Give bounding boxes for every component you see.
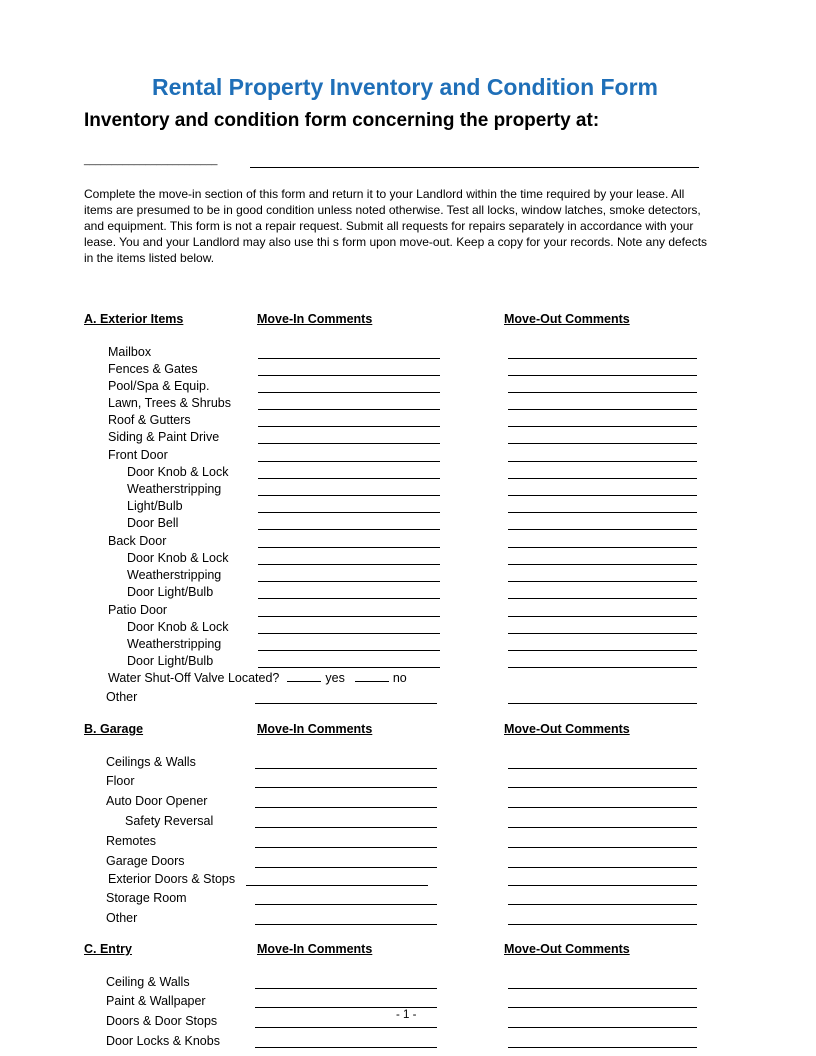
- section-b-move-in-heading: Move-In Comments: [257, 722, 373, 736]
- form-row: [0, 891, 816, 908]
- move-in-field[interactable]: [258, 512, 440, 513]
- move-in-field[interactable]: [258, 547, 440, 548]
- form-row: [0, 430, 816, 447]
- move-out-field[interactable]: [508, 426, 697, 427]
- section-b-move-out-heading: Move-Out Comments: [504, 722, 630, 736]
- move-in-field[interactable]: [255, 703, 437, 704]
- move-in-field[interactable]: [258, 564, 440, 565]
- item-label: Ceilings & Walls: [106, 755, 196, 769]
- move-in-field[interactable]: [258, 375, 440, 376]
- item-label: Siding & Paint Drive: [108, 430, 220, 444]
- item-label: Other: [106, 690, 138, 704]
- item-label: Door Locks & Knobs: [106, 1034, 220, 1048]
- move-out-field[interactable]: [508, 904, 697, 905]
- item-label: Back Door: [108, 534, 167, 548]
- move-in-field[interactable]: [255, 1047, 437, 1048]
- form-row: [0, 568, 816, 585]
- move-in-field[interactable]: [255, 904, 437, 905]
- form-row: [0, 654, 816, 671]
- section-c-header: [84, 942, 724, 958]
- form-row: [0, 413, 816, 430]
- move-out-field[interactable]: [508, 787, 697, 788]
- page-number: - 1 -: [396, 1009, 417, 1021]
- form-row: [0, 603, 816, 620]
- move-out-field[interactable]: [508, 598, 697, 599]
- move-in-field[interactable]: [258, 426, 440, 427]
- item-label: Remotes: [106, 834, 157, 848]
- item-label: Ceiling & Walls: [106, 975, 190, 989]
- water-valve-row: [0, 671, 816, 688]
- move-out-field[interactable]: [508, 650, 697, 651]
- move-in-field[interactable]: [258, 478, 440, 479]
- form-row: [0, 794, 816, 811]
- water-valve-label: Water Shut-Off Valve Located?: [108, 671, 280, 685]
- item-label: Doors & Door Stops: [106, 1014, 218, 1028]
- form-row: [0, 911, 816, 928]
- move-out-field[interactable]: [508, 443, 697, 444]
- item-label: Weatherstripping: [127, 637, 222, 651]
- move-in-field[interactable]: [255, 787, 437, 788]
- water-valve-yes-label: yes: [325, 671, 345, 685]
- move-out-field[interactable]: [508, 512, 697, 513]
- move-in-field[interactable]: [255, 988, 437, 989]
- item-label: Garage Doors: [106, 854, 185, 868]
- section-c-title: C. Entry: [84, 942, 132, 956]
- form-row: [0, 516, 816, 533]
- item-label: Door Bell: [127, 516, 179, 530]
- move-in-field[interactable]: [255, 827, 437, 828]
- water-valve-yes-blank[interactable]: [287, 671, 321, 682]
- move-in-field[interactable]: [258, 392, 440, 393]
- form-row: [0, 814, 816, 831]
- item-label: Weatherstripping: [127, 568, 222, 582]
- section-a-move-in-heading: Move-In Comments: [257, 312, 373, 326]
- item-label: Front Door: [108, 448, 168, 462]
- item-label: Door Knob & Lock: [127, 551, 229, 565]
- form-row: [0, 690, 816, 707]
- property-address-field[interactable]: [84, 154, 699, 168]
- form-row: [0, 1034, 816, 1051]
- form-row: [0, 345, 816, 362]
- item-label: Exterior Doors & Stops: [108, 872, 236, 886]
- water-valve-no-blank[interactable]: [355, 671, 389, 682]
- move-in-field[interactable]: [255, 1007, 437, 1008]
- form-row: [0, 534, 816, 551]
- move-out-field[interactable]: [508, 827, 697, 828]
- move-in-field[interactable]: [258, 495, 440, 496]
- section-c-move-out-heading: Move-Out Comments: [504, 942, 630, 956]
- move-out-field[interactable]: [508, 1027, 697, 1028]
- item-label: Weatherstripping: [127, 482, 222, 496]
- form-row: [0, 975, 816, 992]
- form-row: [0, 774, 816, 791]
- move-out-field[interactable]: [508, 1007, 697, 1008]
- form-row: [0, 362, 816, 379]
- item-label: Safety Reversal: [125, 814, 214, 828]
- move-in-field[interactable]: [255, 847, 437, 848]
- item-label: Paint & Wallpaper: [106, 994, 206, 1008]
- item-label: Patio Door: [108, 603, 168, 617]
- move-out-field[interactable]: [508, 885, 697, 886]
- form-row: [0, 585, 816, 602]
- section-a-move-out-heading: Move-Out Comments: [504, 312, 630, 326]
- item-label: Light/Bulb: [127, 499, 183, 513]
- form-row: [0, 620, 816, 637]
- form-row: [0, 755, 816, 772]
- move-out-field[interactable]: [508, 988, 697, 989]
- move-out-field[interactable]: [508, 633, 697, 634]
- item-label: Pool/Spa & Equip.: [108, 379, 210, 393]
- move-out-field[interactable]: [508, 529, 697, 530]
- move-in-field[interactable]: [255, 1027, 437, 1028]
- move-in-field[interactable]: [258, 443, 440, 444]
- form-row: [0, 854, 816, 871]
- item-label: Auto Door Opener: [106, 794, 208, 808]
- move-in-field[interactable]: [258, 633, 440, 634]
- move-out-field[interactable]: [508, 461, 697, 462]
- item-label: Floor: [106, 774, 135, 788]
- form-row: [0, 482, 816, 499]
- section-a-title: A. Exterior Items: [84, 312, 184, 326]
- item-label: Fences & Gates: [108, 362, 198, 376]
- move-out-field[interactable]: [508, 1047, 697, 1048]
- form-row: [0, 465, 816, 482]
- item-label: Door Knob & Lock: [127, 620, 229, 634]
- move-out-field[interactable]: [508, 807, 697, 808]
- move-in-field[interactable]: [258, 461, 440, 462]
- move-out-field[interactable]: [508, 768, 697, 769]
- item-label: Storage Room: [106, 891, 187, 905]
- move-in-field[interactable]: [258, 358, 440, 359]
- form-row: [0, 448, 816, 465]
- form-row: [0, 834, 816, 851]
- move-in-field[interactable]: [258, 529, 440, 530]
- section-a-header: [84, 312, 724, 328]
- move-in-field[interactable]: [258, 598, 440, 599]
- water-valve-no-label: no: [392, 671, 407, 685]
- item-label: Mailbox: [108, 345, 152, 359]
- item-label: Door Knob & Lock: [127, 465, 229, 479]
- move-out-field[interactable]: [508, 409, 697, 410]
- move-out-field[interactable]: [508, 867, 697, 868]
- move-in-field[interactable]: [246, 885, 428, 886]
- form-row: [0, 551, 816, 568]
- move-out-field[interactable]: [508, 478, 697, 479]
- move-in-field[interactable]: [258, 409, 440, 410]
- move-in-field[interactable]: [258, 581, 440, 582]
- move-out-field[interactable]: [508, 564, 697, 565]
- move-out-field[interactable]: [508, 616, 697, 617]
- move-out-field[interactable]: [508, 667, 697, 668]
- section-c-move-in-heading: Move-In Comments: [257, 942, 373, 956]
- move-in-field[interactable]: [258, 667, 440, 668]
- move-in-field[interactable]: [258, 616, 440, 617]
- move-out-field[interactable]: [508, 924, 697, 925]
- move-out-field[interactable]: [508, 547, 697, 548]
- move-in-field[interactable]: [255, 867, 437, 868]
- item-label: Door Light/Bulb: [127, 654, 214, 668]
- item-label: Door Light/Bulb: [127, 585, 214, 599]
- move-out-field[interactable]: [508, 703, 697, 704]
- form-row: [0, 396, 816, 413]
- form-row: [0, 637, 816, 654]
- section-b-header: [84, 722, 724, 738]
- move-out-field[interactable]: [508, 375, 697, 376]
- move-in-field[interactable]: [255, 924, 437, 925]
- section-b-title: B. Garage: [84, 722, 144, 736]
- item-label: Roof & Gutters: [108, 413, 191, 427]
- item-label: Other: [106, 911, 138, 925]
- form-row: [0, 872, 816, 889]
- form-title: Rental Property Inventory and Condition Form: [151, 74, 659, 100]
- move-out-field[interactable]: [508, 847, 697, 848]
- form-row: [0, 379, 816, 396]
- address-dashes: ________________________: [84, 155, 218, 166]
- move-out-field[interactable]: [508, 581, 697, 582]
- move-in-field[interactable]: [255, 768, 437, 769]
- address-underline: [250, 167, 699, 168]
- move-in-field[interactable]: [258, 650, 440, 651]
- form-subtitle: Inventory and condition form concerning the property at:: [84, 110, 600, 131]
- item-label: Lawn, Trees & Shrubs: [108, 396, 231, 410]
- move-out-field[interactable]: [508, 392, 697, 393]
- instructions-paragraph: Complete the move-in section of this form and return it to your Landlord within the time required by your lease. All items are presumed to be in good condition unless noted otherwise. Test all locks, window latches, smoke detectors, and equipment. This form is not a repair request. Submit all requests for repairs separately in accordance with your lease. You and your Landlord may also use thi s form upon move-out. Keep a copy for your records. Note any defects in the items listed below.: [84, 187, 708, 265]
- move-out-field[interactable]: [508, 495, 697, 496]
- form-row: [0, 499, 816, 516]
- move-in-field[interactable]: [255, 807, 437, 808]
- move-out-field[interactable]: [508, 358, 697, 359]
